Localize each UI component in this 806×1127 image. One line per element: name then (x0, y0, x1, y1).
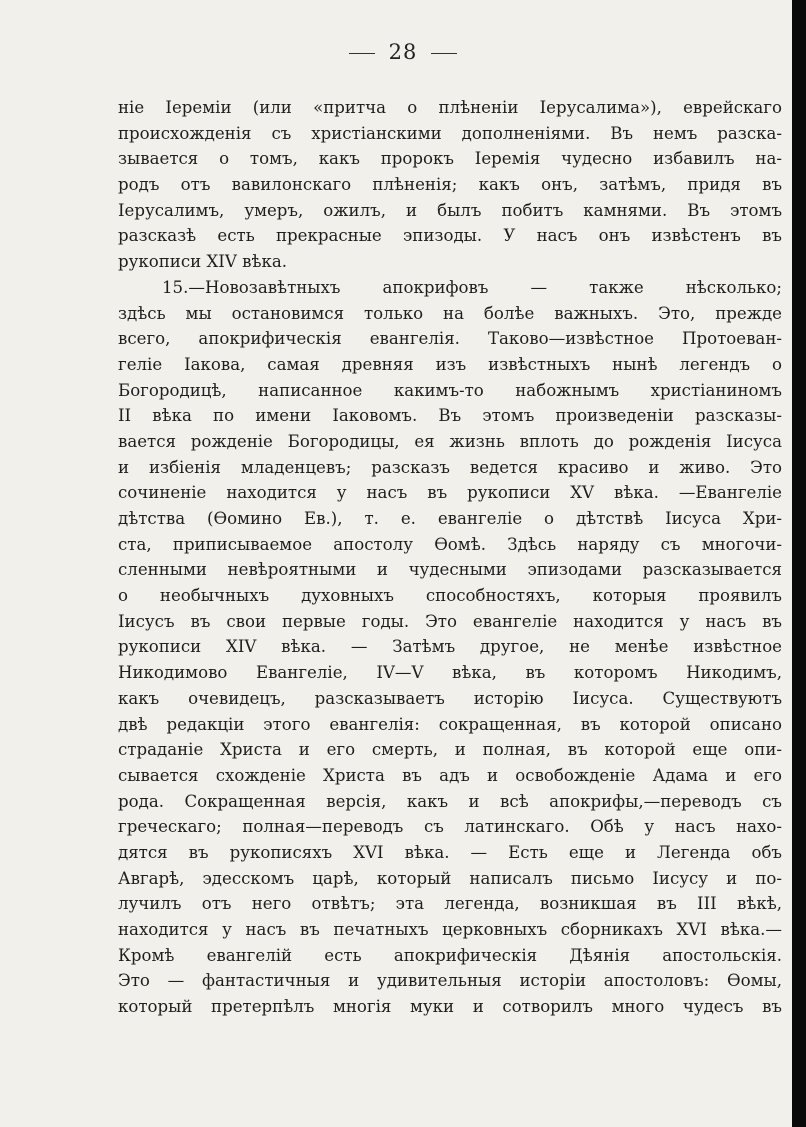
text-line: вается рожденіе Богородицы, ея жизнь вплоть до рожденія Іисуса (118, 431, 782, 451)
text-line: зывается о томъ, какъ пророкъ Іеремія чудесно избавилъ на- (118, 149, 782, 169)
text-line: ніе Іереміи (или «притча о плѣненіи Іерусалима»), еврейскаго (118, 98, 782, 117)
body-text (118, 95, 782, 1020)
text-line: и избіенія младенцевъ; разсказъ ведется красиво и живо. Это (118, 457, 782, 477)
text-line: какъ очевидецъ, разсказываетъ исторію Іисуса. Существуютъ (118, 688, 782, 708)
text-line: ста, приписываемое апостолу Ѳомѣ. Здѣсь наряду съ многочи- (118, 534, 782, 554)
page-number-dash-right (431, 53, 457, 54)
page-number-dash-left (349, 53, 375, 54)
text-line: Іисусъ въ свои первые годы. Это евангеліе находится у насъ въ (118, 611, 782, 631)
scan-edge-shadow (792, 0, 806, 1127)
text-line: лучилъ отъ него отвѣтъ; эта легенда, возникшая въ III вѣкѣ, (118, 894, 782, 914)
text-line: здѣсь мы остановимся только на болѣе важныхъ. Это, прежде (118, 303, 782, 323)
text-line: геліе Іакова, самая древняя изъ извѣстныхъ нынѣ легендъ о (118, 354, 782, 374)
text-line: Никодимово Евангеліе, IV—V вѣка, въ которомъ Никодимъ, (118, 663, 782, 683)
text-line: Авгарѣ, эдесскомъ царѣ, который написалъ письмо Іисусу и по- (118, 868, 782, 888)
text-line: родъ отъ вавилонскаго плѣненія; какъ онъ, затѣмъ, придя въ (118, 175, 782, 195)
text-line-section-start: 15.—Новозавѣтныхъ апокрифовъ — также нѣсколько; (162, 277, 782, 297)
text-line: сочиненіе находится у насъ въ рукописи XV вѣка. —Евангеліе (118, 483, 782, 503)
text-line: находится у насъ въ печатныхъ церковныхъ сборникахъ XVI вѣка.— (118, 920, 782, 939)
page-number-value: 28 (388, 40, 418, 64)
text-line: происхожденія съ христіанскими дополненіями. Въ немъ разска- (118, 123, 782, 143)
text-line: Богородицѣ, написанное какимъ-то набожнымъ христіаниномъ (118, 380, 782, 400)
text-line: рукописи XIV вѣка. (118, 252, 288, 272)
text-line: греческаго; полная—переводъ съ латинскаго. Обѣ у насъ нахо- (118, 817, 782, 837)
text-line: дѣтства (Ѳомино Ев.), т. е. евангеліе о дѣтствѣ Іисуса Хри- (118, 509, 782, 528)
text-line: Іерусалимъ, умеръ, ожилъ, и былъ побитъ камнями. Въ этомъ (118, 200, 782, 220)
text-line: сленными невѣроятными и чудесными эпизодами разсказывается (118, 560, 782, 580)
text-line: рода. Сокращенная версія, какъ и всѣ апокрифы,—переводъ съ (118, 791, 782, 811)
text-line: разсказѣ есть прекрасные эпизоды. У насъ онъ извѣстенъ въ (118, 226, 782, 246)
page-number (0, 40, 806, 64)
text-line: который претерпѣлъ многія муки и сотворилъ много чудесъ въ (118, 997, 782, 1017)
text-line: о необычныхъ духовныхъ способностяхъ, которыя проявилъ (118, 586, 782, 606)
text-line: рукописи XIV вѣка. — Затѣмъ другое, не менѣе извѣстное (118, 637, 782, 657)
text-line: II вѣка по имени Іаковомъ. Въ этомъ произведеніи разсказы- (118, 406, 782, 426)
text-line: всего, апокрифическія евангелія. Таково—извѣстное Протоеван- (118, 329, 782, 349)
text-line: страданіе Христа и его смерть, и полная, въ которой еще опи- (118, 740, 782, 760)
text-line: Кромѣ евангелій есть апокрифическія Дѣянія апостольскія. (118, 945, 782, 965)
text-line: дятся въ рукописяхъ XVI вѣка. — Есть еще и Легенда объ (118, 842, 782, 862)
text-line: Это — фантастичныя и удивительныя исторіи апостоловъ: Ѳомы, (118, 971, 782, 991)
text-line: двѣ редакціи этого евангелія: сокращенная, въ которой описано (118, 714, 782, 734)
text-line: сывается схожденіе Христа въ адъ и освобожденіе Адама и его (118, 765, 782, 785)
